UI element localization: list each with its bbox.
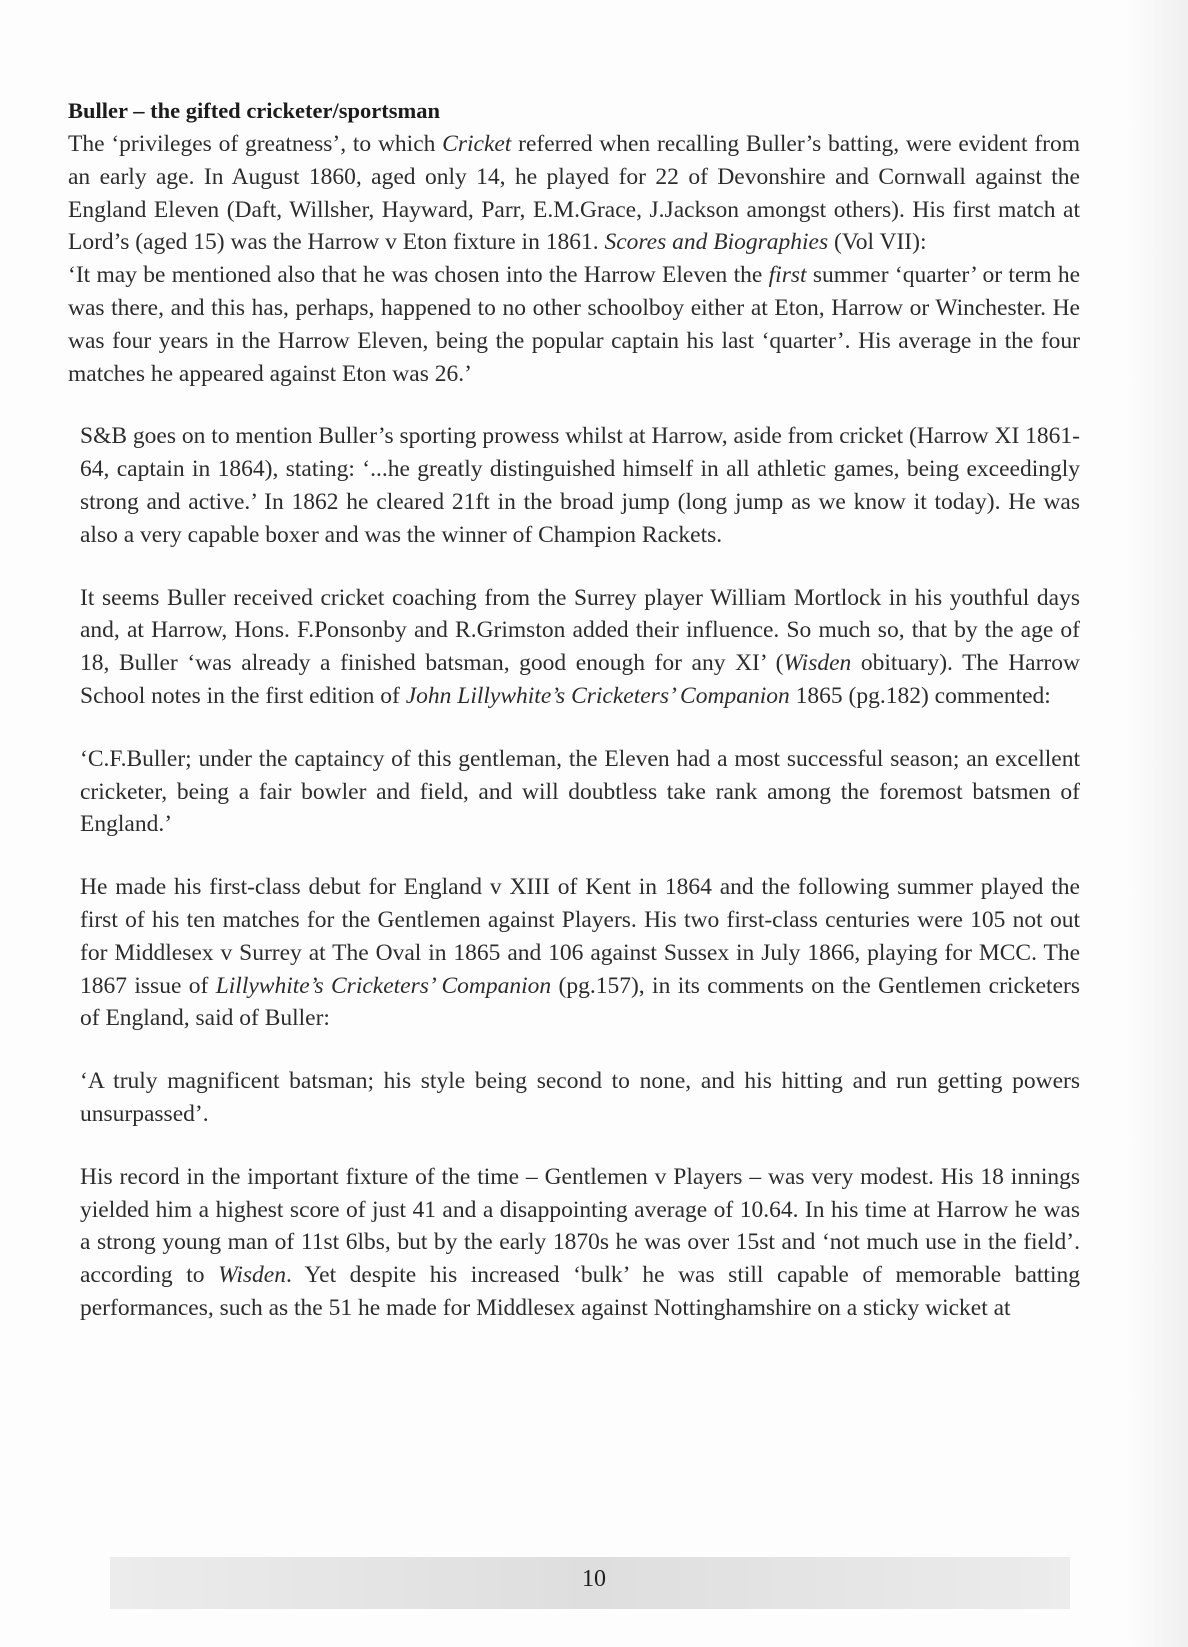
quote-scores-and-biographies: ‘It may be mentioned also that he was chosen into the Harrow Eleven the first summer ‘quarter’ or term he was there, and this has, perhaps, happened to no other schoolboy either at Eton, Harrow or Winchester. He was four years in the Harrow Eleven, being the popular captain his last ‘quarter’. His average in the four matches he appeared against Eton was 26.’: [68, 262, 1081, 387]
page-number: 10: [582, 1566, 606, 1592]
quote-companion-1867: ‘A truly magnificent batsman; his style being second to none, and his hitting and run getting powers unsurpassed’.: [80, 1068, 1080, 1127]
quote-companion-1865: ‘C.F.Buller; under the captaincy of this gentleman, the Eleven had a most successful season; an excellent cricketer, being a fair bowler and field, and will doubtless take rank among the foremost batsmen of England.’: [80, 745, 1080, 838]
article-body: [68, 96, 1080, 1325]
page-edge-shadow: [1128, 0, 1188, 1647]
paragraph-gentlemen-v-players: His record in the important fixture of the time – Gentlemen v Players – was very modest. His 18 innings yielded him a highest score of just 41 and a disappointing average of 10.64. In his time at Harrow he was a strong young man of 11st 6lbs, but by the early 1870s he was over 15st and ‘not much use in the field’. according to Wisden. Yet despite his increased ‘bulk’ he was still capable of memorable batting performances, such as the 51 he made for Middlesex against Nottinghamshire on a sticky wicket at: [80, 1163, 1080, 1321]
paragraph-intro: The ‘privileges of greatness’, to which Cricket referred when recalling Buller’s batting, were evident from an early age. In August 1860, aged only 14, he played for 22 of Devonshire and Cornwall against the England Eleven (Daft, Willsher, Hayward, Parr, E.M.Grace, J.Jackson amongst others). His first match at Lord’s (aged 15) was the Harrow v Eton fixture in 1861. Scores and Biographies (Vol VII):: [68, 131, 1081, 256]
paragraph-coaching: It seems Buller received cricket coaching from the Surrey player William Mortlock in his youthful days and, at Harrow, Hons. F.Ponsonby and R.Grimston added their influence. So much so, that by the age of 18, Buller ‘was already a finished batsman, good enough for any XI’ (Wisden obituary). The Harrow School notes in the first edition of John Lillywhite’s Cricketers’ Companion 1865 (pg.182) commented:: [80, 584, 1080, 709]
section-heading: Buller – the gifted cricketer/sportsman: [68, 98, 441, 123]
paragraph-first-class-career: He made his first-class debut for England v XIII of Kent in 1864 and the following summer played the first of his ten matches for the Gentlemen against Players. His two first-class centuries were 105 not out for Middlesex v Surrey at The Oval in 1865 and 106 against Sussex in July 1866, playing for MCC. The 1867 issue of Lillywhite’s Cricketers’ Companion (pg.157), in its comments on the Gentlemen cricketers of England, said of Buller:: [80, 874, 1080, 1032]
paragraph-sporting-prowess: S&B goes on to mention Buller’s sporting prowess whilst at Harrow, aside from cricket (Harrow XI 1861-64, captain in 1864), stating: ‘...he greatly distinguished himself in all athletic games, being exceedingly strong and active.’ In 1862 he cleared 21ft in the broad jump (long jump as we know it today). He was also a very capable boxer and was the winner of Champion Rackets.: [80, 423, 1080, 548]
